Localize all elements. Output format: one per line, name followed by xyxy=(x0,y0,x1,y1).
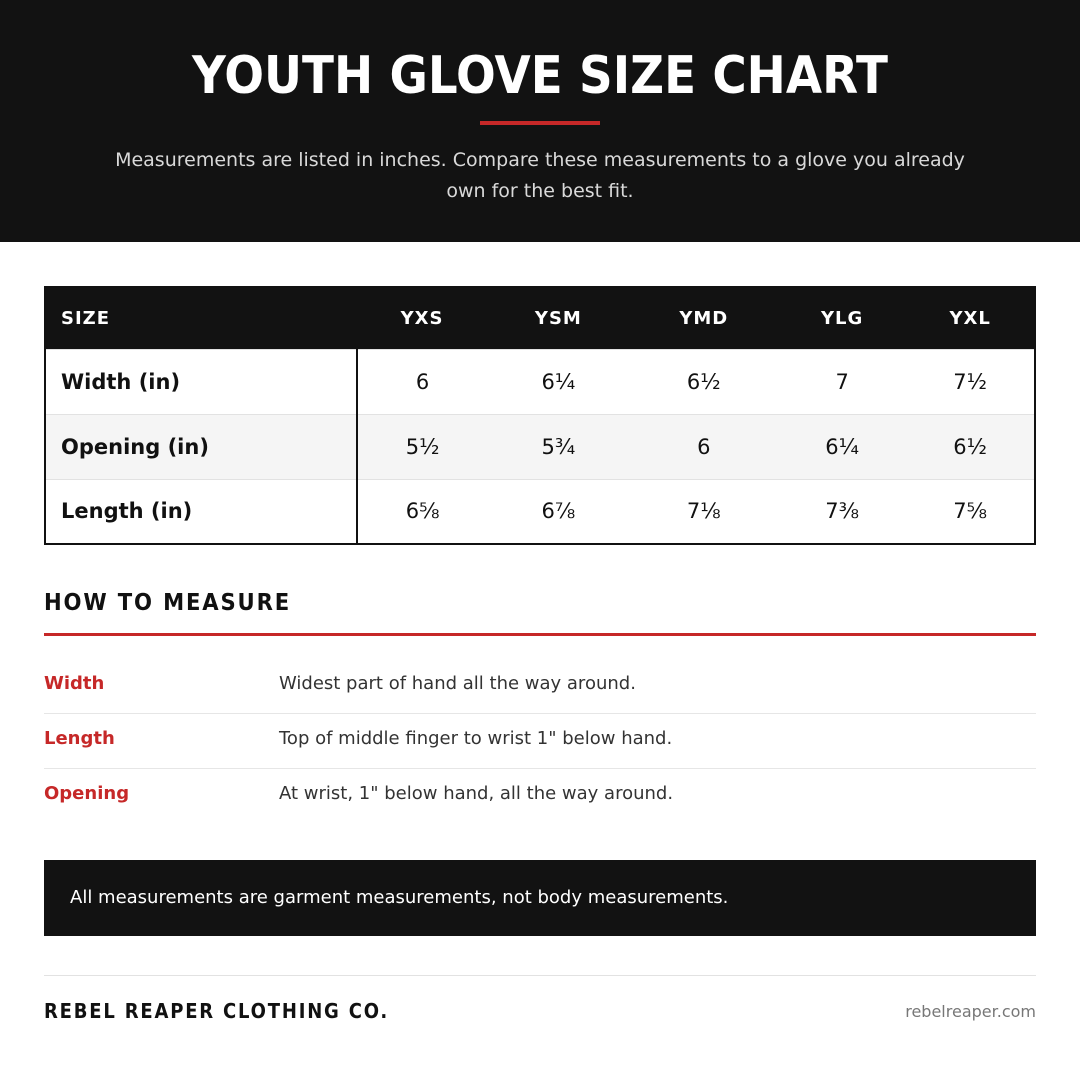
table-cell: 6½ xyxy=(906,414,1035,479)
column-header: YLG xyxy=(778,287,906,349)
column-header: YXL xyxy=(906,287,1035,349)
table-cell: 7 xyxy=(778,349,906,414)
column-header: SIZE xyxy=(45,287,357,349)
table-row xyxy=(45,349,1035,414)
page-subtitle: Measurements are listed in inches. Compare these measurements to a glove you already own for the best fit. xyxy=(115,149,965,202)
measure-list xyxy=(44,659,1036,824)
table-cell: 5¾ xyxy=(487,414,629,479)
section-accent-rule xyxy=(44,633,1036,636)
title-accent-rule xyxy=(480,121,600,125)
table-row xyxy=(45,414,1035,479)
website-link[interactable]: rebelreaper.com xyxy=(905,1002,1036,1021)
column-header: YXS xyxy=(357,287,487,349)
table-cell: 5½ xyxy=(357,414,487,479)
row-label: Opening (in) xyxy=(45,414,357,479)
table-cell: 7⅜ xyxy=(778,479,906,544)
table-cell: 7⅝ xyxy=(906,479,1035,544)
table-cell: 6¼ xyxy=(778,414,906,479)
garment-note: All measurements are garment measurements, not body measurements. xyxy=(44,860,1036,936)
list-item xyxy=(44,714,1036,769)
table-cell: 6⅝ xyxy=(357,479,487,544)
measure-term: Length xyxy=(44,728,115,749)
table-cell: 6 xyxy=(357,349,487,414)
header-banner xyxy=(0,0,1080,242)
footer-divider xyxy=(44,975,1036,976)
brand-name: REBEL REAPER CLOTHING CO. xyxy=(44,999,390,1023)
table-cell: 6½ xyxy=(630,349,778,414)
measure-description: At wrist, 1" below hand, all the way around. xyxy=(279,783,674,804)
measure-description: Widest part of hand all the way around. xyxy=(279,673,636,694)
measure-term: Opening xyxy=(44,783,130,804)
table-row xyxy=(45,479,1035,544)
list-item xyxy=(44,659,1036,714)
page-title: YOUTH GLOVE SIZE CHART xyxy=(192,46,888,106)
table-cell: 6⅞ xyxy=(487,479,629,544)
row-label: Length (in) xyxy=(45,479,357,544)
table-cell: 6 xyxy=(630,414,778,479)
table-cell: 6¼ xyxy=(487,349,629,414)
measure-term: Width xyxy=(44,673,105,694)
list-item xyxy=(44,769,1036,824)
measure-description: Top of middle finger to wrist 1" below hand. xyxy=(279,728,673,749)
table-cell: 7⅛ xyxy=(630,479,778,544)
column-header: YMD xyxy=(630,287,778,349)
row-label: Width (in) xyxy=(45,349,357,414)
size-table xyxy=(44,286,1036,545)
table-cell: 7½ xyxy=(906,349,1035,414)
column-header: YSM xyxy=(487,287,629,349)
table-header-row xyxy=(45,287,1035,349)
how-to-measure-heading: HOW TO MEASURE xyxy=(44,590,292,616)
